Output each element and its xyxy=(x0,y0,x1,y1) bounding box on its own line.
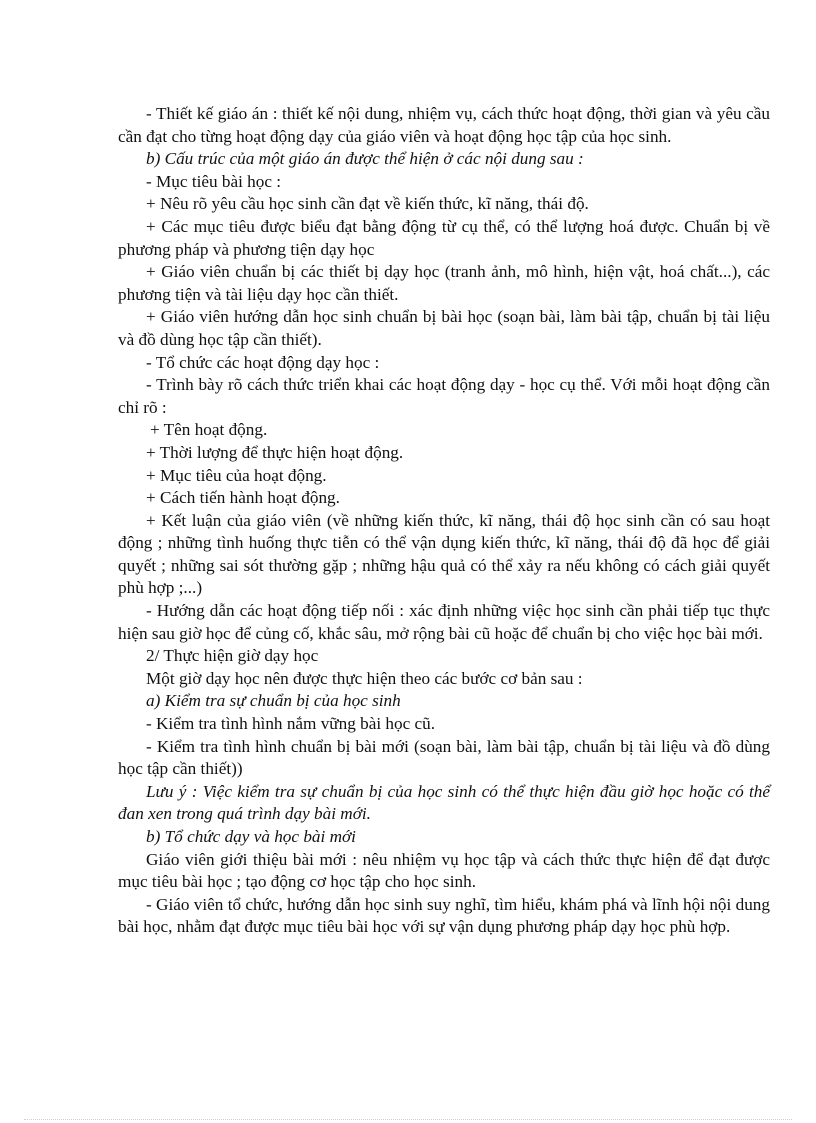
heading-lesson-plan-structure: b) Cấu trúc của một giáo án được thể hiện ở các nội dung sau : xyxy=(146,149,584,169)
heading-organize-new-lesson: b) Tổ chức dạy và học bài mới xyxy=(146,827,356,846)
subitem-activity-objective: + Mục tiêu của hoạt động. xyxy=(146,465,327,485)
paragraph-lesson-plan-design: - Thiết kế giáo án : thiết kế nội dung, nhiệm vụ, cách thức hoạt động, thời gian và yêu cầu cần đạt cho từng hoạt động dạy của giáo viên và hoạt động học tập của học sinh. xyxy=(118,104,770,146)
subitem-teacher-prepares-equipment: + Giáo viên chuẩn bị các thiết bị dạy học (tranh ảnh, mô hình, hiện vật, hoá chất...), các phương tiện và tài liệu dạy học cần thiết. xyxy=(118,262,770,304)
item-lesson-objectives: - Mục tiêu bài học : xyxy=(146,171,282,191)
item-organize-activities: - Tổ chức các hoạt động dạy học : xyxy=(146,352,380,372)
note-check-preparation: Lưu ý : Việc kiểm tra sự chuẩn bị của học sinh có thể thực hiện đầu giờ học hoặc có thể đan xen trong quá trình dạy bài mới. xyxy=(118,781,770,824)
subitem-measurable-objectives: + Các mục tiêu được biểu đạt bằng động từ cụ thể, có thể lượng hoá được. Chuẩn bị về phương pháp và phương tiện dạy học xyxy=(118,216,770,259)
paragraph-follow-up-activities: - Hướng dẫn các hoạt động tiếp nối : xác định những việc học sinh cần phải tiếp tục thực hiện sau giờ học để củng cố, khắc sâu, mở rộng bài cũ hoặc để chuẩn bị cho việc học bài mới. xyxy=(118,601,770,643)
subitem-state-requirements: + Nêu rõ yêu cầu học sinh cần đạt về kiến thức, kĩ năng, thái độ. xyxy=(146,194,589,214)
item-check-old-lesson: - Kiểm tra tình hình nắm vững bài học cũ. xyxy=(146,714,436,734)
subitem-activity-procedure: + Cách tiến hành hoạt động. xyxy=(146,488,340,508)
paragraph-teacher-organizes: - Giáo viên tổ chức, hướng dẫn học sinh suy nghĩ, tìm hiểu, khám phá và lĩnh hội nội dung bài học, nhằm đạt được mục tiêu bài học với sự vận dụng phương pháp dạy học phù hợp. xyxy=(118,894,770,937)
subitem-activity-duration: + Thời lượng để thực hiện hoạt động. xyxy=(146,442,404,462)
paragraph-lesson-steps: Một giờ dạy học nên được thực hiện theo các bước cơ bản sau : xyxy=(146,668,583,688)
subitem-activity-name: + Tên hoạt động. xyxy=(150,420,268,440)
item-check-new-lesson-prep: - Kiểm tra tình hình chuẩn bị bài mới (soạn bài, làm bài tập, chuẩn bị tài liệu và đồ dùng học tập cần thiết)) xyxy=(118,736,770,779)
subitem-teacher-conclusion: + Kết luận của giáo viên (về những kiến thức, kĩ năng, thái độ học sinh cần có sau hoạt động ; những tình huống thực tiễn có thể vận dụng kiến thức, kĩ năng, thái độ đã học để giải quyết ; những sai sót thường gặp ; những hậu quả có thể xảy ra nếu không có cách giải quyết phù hợp ;...) xyxy=(118,510,770,598)
paragraph-introduce-new-lesson: Giáo viên giới thiệu bài mới : nêu nhiệm vụ học tập và cách thức thực hiện để đạt được mục tiêu bài học ; tạo động cơ học tập cho học sinh. xyxy=(118,849,770,892)
heading-conduct-lesson: 2/ Thực hiện giờ dạy học xyxy=(146,646,319,666)
paragraph-present-activities: - Trình bày rõ cách thức triển khai các hoạt động dạy - học cụ thể. Với mỗi hoạt động cần chỉ rõ : xyxy=(118,375,770,417)
subitem-teacher-guides-students: + Giáo viên hướng dẫn học sinh chuẩn bị bài học (soạn bài, làm bài tập, chuẩn bị tài liệu và đồ dùng học tập cần thiết). xyxy=(118,307,770,349)
document-body xyxy=(118,103,770,939)
heading-check-preparation: a) Kiểm tra sự chuẩn bị của học sinh xyxy=(146,691,401,711)
page-bottom-divider xyxy=(24,1119,792,1120)
